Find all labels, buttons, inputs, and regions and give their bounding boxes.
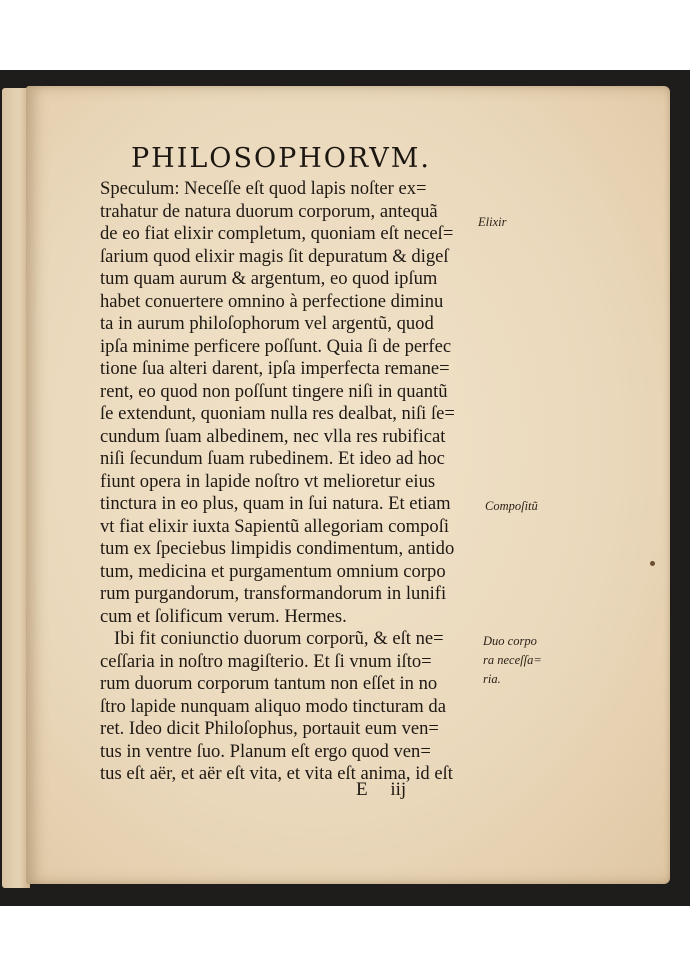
text-line: tus eſt aër, et aër eſt vita, et vita eſt anima, id eſt <box>100 763 453 784</box>
margin-note-duo-corpora-2: ra neceſſa= <box>483 653 542 667</box>
text-line: rum duorum corporum tantum non eſſet in no <box>100 673 438 694</box>
margin-note-elixir: Elixir <box>478 215 507 229</box>
margin-note-duo-corpora-1: Duo corpo <box>483 634 537 648</box>
text-line: ſe extendunt, quoniam nulla res dealbat, niſi ſe= <box>100 403 455 424</box>
text-line: tione ſua alteri darent, ipſa imperfecta remane= <box>100 358 450 379</box>
text-line: ipſa minime perficere poſſunt. Quia ſi de perfec <box>100 335 452 357</box>
text-line: cum et ſolificum verum. Hermes. <box>100 605 347 627</box>
text-line: trahatur de natura duorum corporum, antequã <box>100 200 438 222</box>
text-line: rent, eo quod non poſſunt tingere niſi in quantũ <box>100 380 448 402</box>
text-line: tum ex ſpeciebus limpidis condimentum, antido <box>100 538 455 559</box>
text-line: tum, medicina et purgamentum omnium corpo <box>100 560 446 582</box>
text-line: ret. Ideo dicit Philoſophus, portauit eum ven= <box>100 718 439 739</box>
signature-mark: E iij <box>356 779 407 800</box>
text-line: niſi ſecundum ſuam rubedinem. Et ideo ad hoc <box>100 448 445 469</box>
text-line: tus in ventre ſuo. Planum eſt ergo quod ven= <box>100 740 431 762</box>
text-line: vt fiat elixir iuxta Sapientũ allegoriam compoſi <box>100 515 450 537</box>
text-line: ſarium quod elixir magis ſit depuratum & digeſ <box>100 245 449 267</box>
text-line: ſtro lapide nunquam aliquo modo tincturam da <box>100 695 446 717</box>
text-line: rum purgandorum, transformandorum in lunifi <box>100 583 447 604</box>
margin-note-duo-corpora-3: ria. <box>483 672 501 686</box>
body-text <box>100 178 480 786</box>
running-head: PHILOSOPHORVM. <box>131 143 432 174</box>
text-line: habet conuertere omnino à perfectione diminu <box>100 290 444 312</box>
text-line: de eo fiat elixir completum, quoniam eſt neceſ= <box>100 223 454 244</box>
margin-note-compositum: Compoſitũ <box>485 499 538 513</box>
text-line: tinctura in eo plus, quam in ſui natura. Et etiam <box>100 493 451 514</box>
text-line: cundum ſuam albedinem, nec vlla res rubificat <box>100 425 446 447</box>
text-line: Speculum: Neceſſe eſt quod lapis noſter ex= <box>100 178 427 199</box>
text-line: fiunt opera in lapide noſtro vt melioretur eius <box>100 470 436 492</box>
paper-stain <box>650 561 655 566</box>
text-line: tum quam aurum & argentum, eo quod ipſum <box>100 268 438 289</box>
text-line: ceſſaria in noſtro magiſterio. Et ſi vnum iſto= <box>100 650 432 672</box>
text-line: ta in aurum philoſophorum vel argentũ, quod <box>100 313 434 334</box>
text-line: Ibi fit coniunctio duorum corporũ, & eſt ne= <box>114 628 444 649</box>
